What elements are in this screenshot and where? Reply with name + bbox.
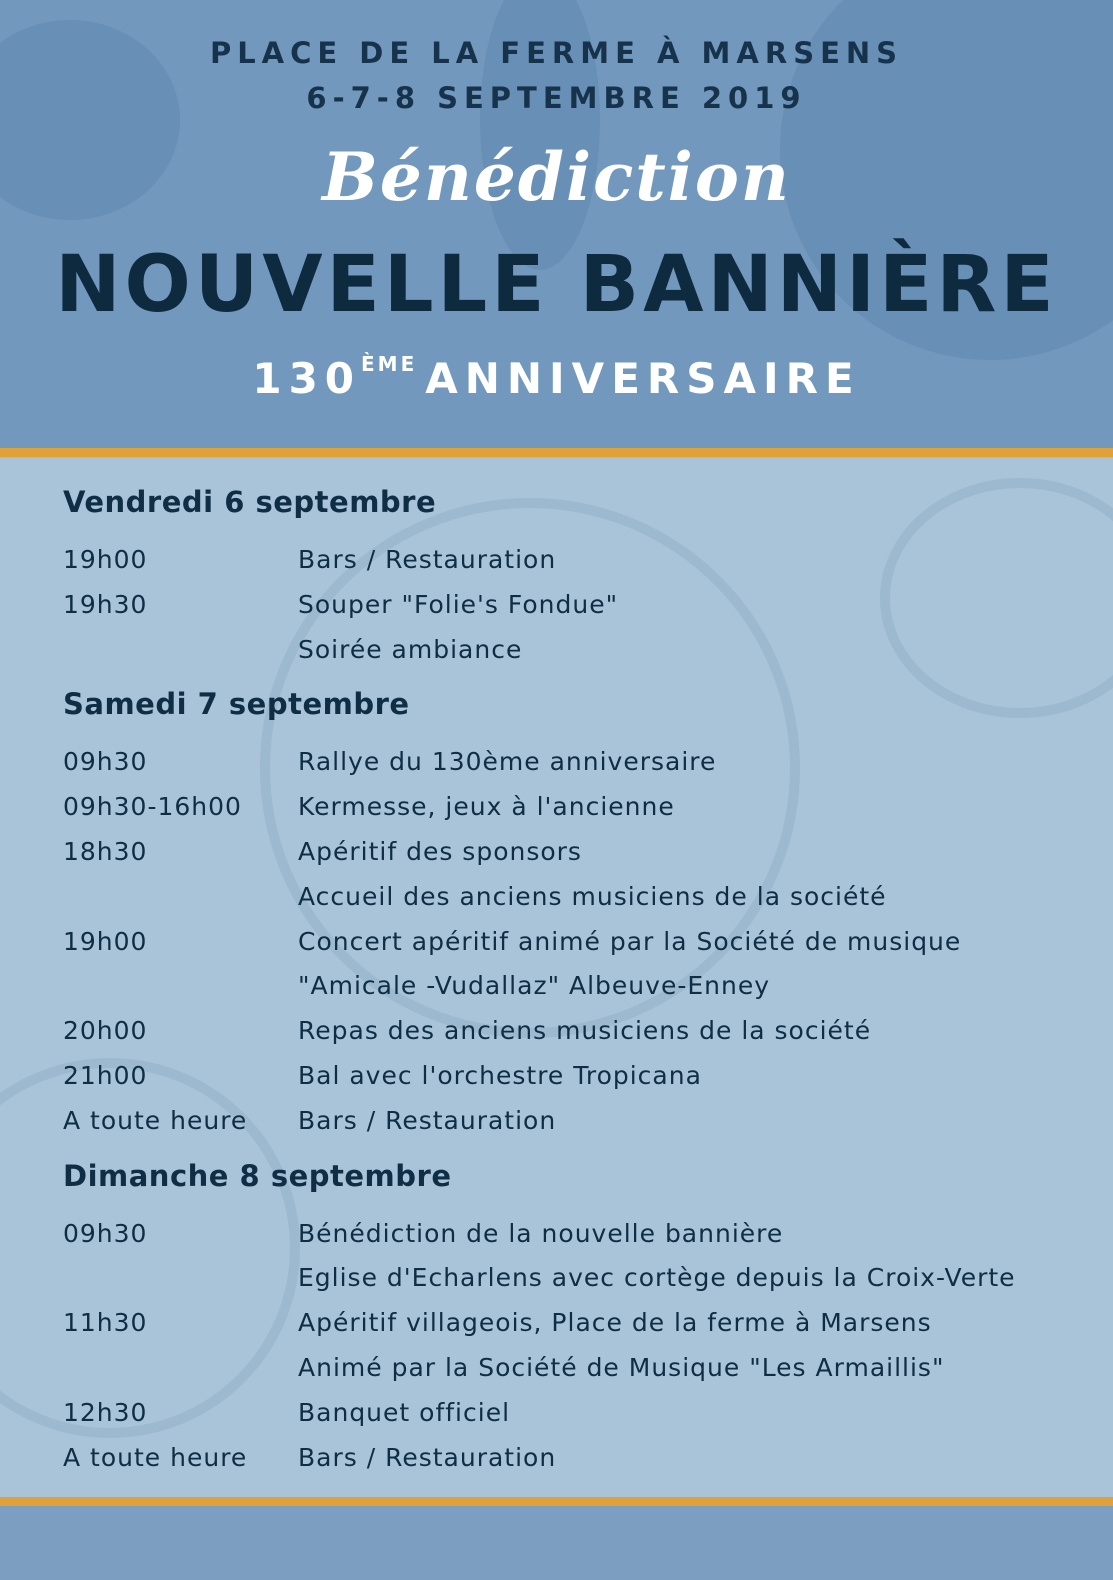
schedule-row [63,1256,1103,1301]
schedule-time: 19h00 [63,545,148,574]
header-banner [0,0,1113,448]
program-schedule [63,482,1103,1480]
schedule-row [63,1391,1103,1436]
schedule-time: A toute heure [63,1442,248,1472]
schedule-time [63,628,298,673]
schedule-description: Bars / Restauration [298,1105,557,1135]
schedule-description: Souper "Folie's Fondue" [298,589,619,619]
schedule-row [63,1099,1103,1144]
schedule-row [63,628,1103,673]
schedule-time [63,875,298,920]
script-title: Bénédiction [322,138,791,216]
accent-rule-bottom [0,1497,1113,1506]
schedule-description: Accueil des anciens musiciens de la société [298,881,887,911]
anniversary-line [0,352,1113,403]
schedule-description: Bars / Restauration [298,545,557,574]
schedule-row [63,920,1103,965]
schedule-time: 11h30 [63,1308,148,1338]
schedule-description: "Amicale -Vudallaz" Albeuve-Enney [298,971,771,1001]
schedule-time: 09h30 [63,747,148,777]
schedule-description: Apéritif villageois, Place de la ferme à Marsens [298,1308,932,1338]
schedule-row [63,1054,1103,1099]
schedule-description: Rallye du 130ème anniversaire [298,747,717,777]
schedule-time [63,1256,298,1301]
schedule-description: Bars / Restauration [298,1442,557,1472]
schedule-row [63,1009,1103,1054]
schedule-time: 09h30 [63,1218,148,1248]
schedule-time: 09h30-16h00 [63,792,242,822]
schedule-description: Bal avec l'orchestre Tropicana [298,1060,702,1090]
anniversary-suffix: ÈME [361,352,418,376]
schedule-description: Apéritif des sponsors [298,836,582,866]
schedule-row [63,830,1103,875]
schedule-time: 19h00 [63,926,148,956]
anniversary-number: 130 [252,354,362,403]
day-heading: Dimanche 8 septembre [63,1158,452,1193]
schedule-description: Repas des anciens musiciens de la société [298,1016,872,1046]
schedule-description: Animé par la Société de Musique "Les Armaillis" [298,1352,945,1382]
schedule-time: A toute heure [63,1105,248,1135]
schedule-row [63,740,1103,785]
schedule-time: 12h30 [63,1397,148,1427]
accent-rule-top [0,448,1113,457]
schedule-row [63,875,1103,920]
schedule-time [63,1346,298,1391]
schedule-row [63,1301,1103,1346]
footer-band [0,1506,1113,1580]
anniversary-word: ANNIVERSAIRE [425,354,861,403]
schedule-time: 21h00 [63,1060,148,1090]
schedule-description: Soirée ambiance [298,634,523,664]
schedule-row [63,964,1103,1009]
day-gap [63,672,1103,684]
schedule-row [63,1212,1103,1257]
schedule-row [63,538,1103,583]
schedule-row [63,1346,1103,1391]
schedule-row [63,1436,1103,1481]
schedule-description: Eglise d'Echarlens avec cortège depuis la Croix-Verte [298,1263,1016,1293]
schedule-description: Bénédiction de la nouvelle bannière [298,1218,784,1248]
venue-line: PLACE DE LA FERME À MARSENS [209,36,904,70]
main-title: NOUVELLE BANNIÈRE [55,240,1058,330]
day-heading: Samedi 7 septembre [63,687,410,722]
schedule-description: Kermesse, jeux à l'ancienne [298,792,675,822]
dates-line: 6-7-8 SEPTEMBRE 2019 [306,81,807,115]
schedule-time: 18h30 [63,836,148,866]
schedule-description: Banquet officiel [298,1397,511,1427]
schedule-description: Concert apéritif animé par la Société de musique [298,926,962,956]
schedule-row [63,583,1103,628]
schedule-time: 20h00 [63,1016,148,1046]
day-gap [63,1144,1103,1156]
day-heading: Vendredi 6 septembre [63,485,437,519]
schedule-time: 19h30 [63,589,148,619]
schedule-time [63,964,298,1009]
schedule-row [63,785,1103,830]
